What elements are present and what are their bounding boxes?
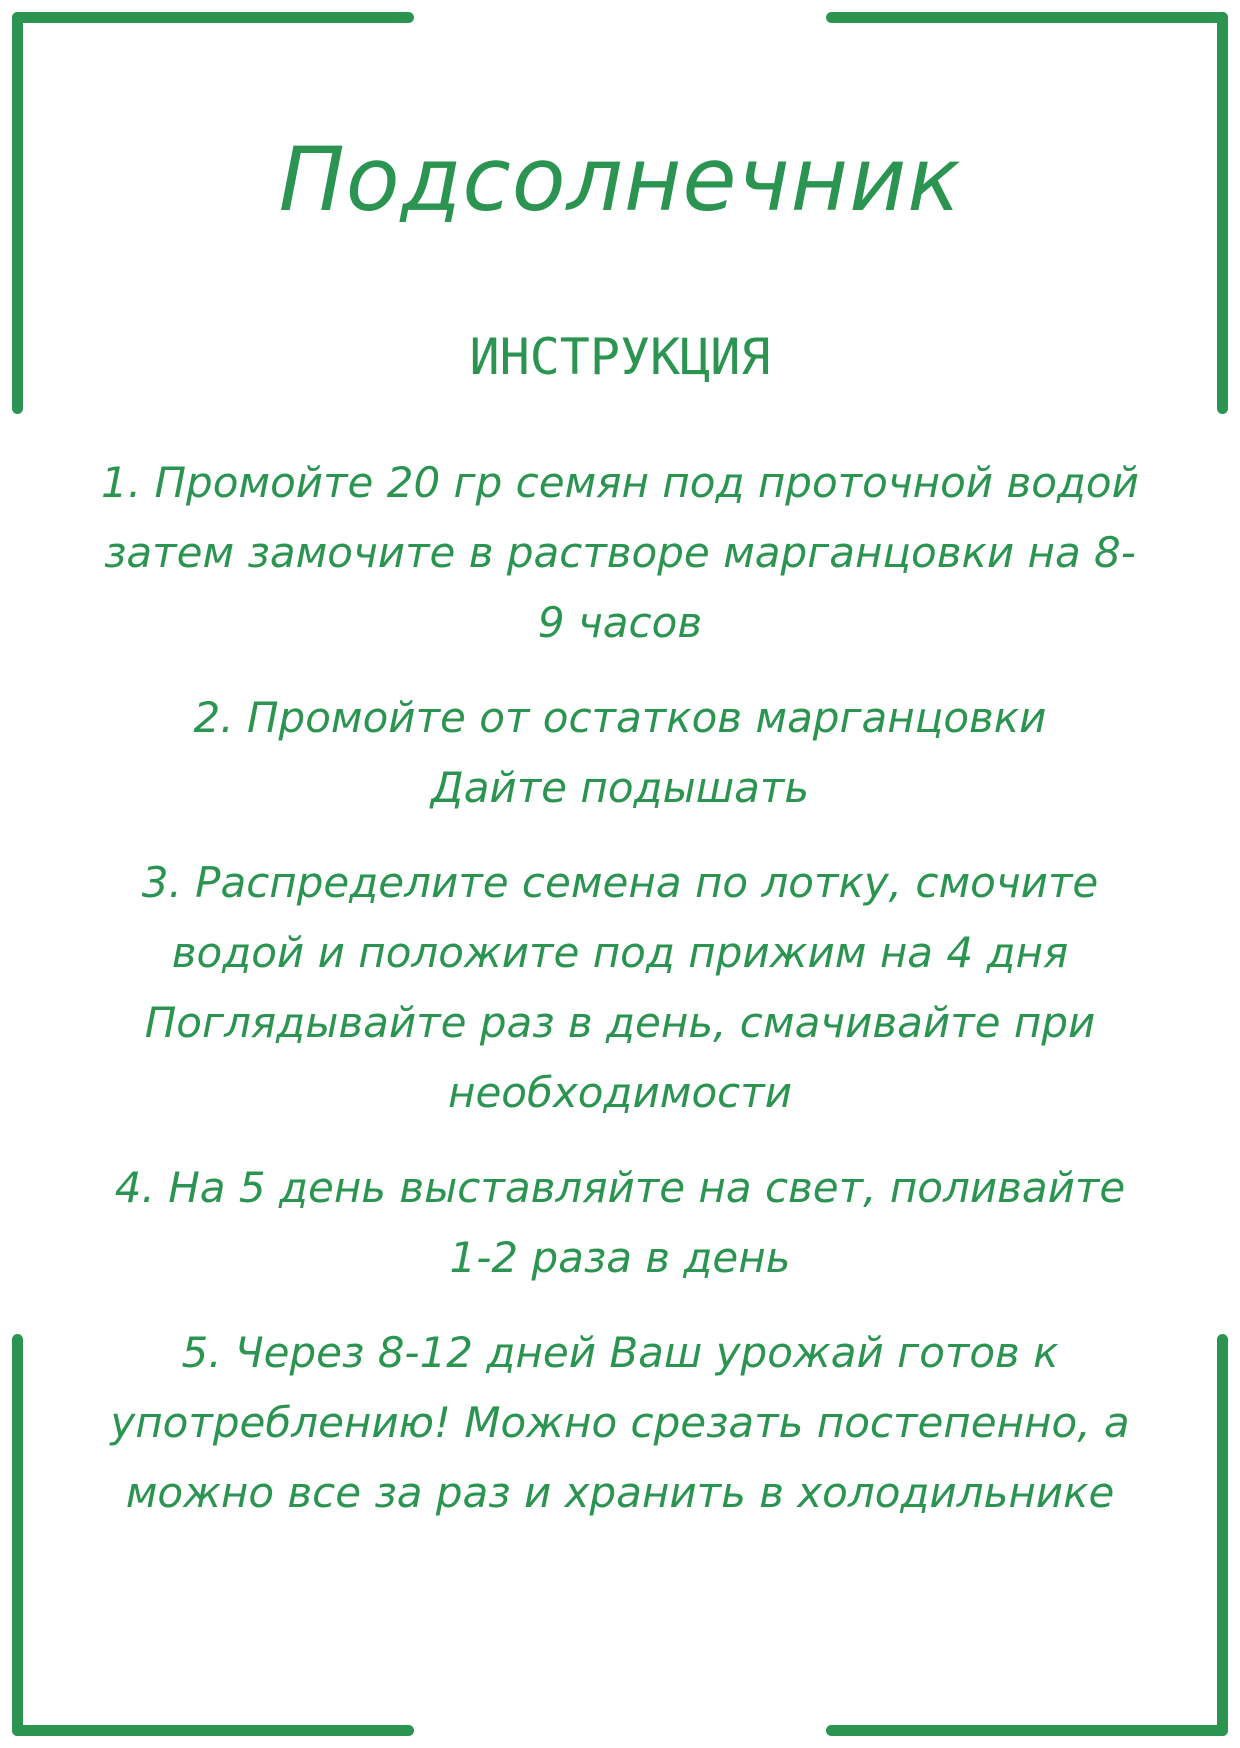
step-4-line-2: 1-2 раза в день [449, 1233, 791, 1282]
frame-corner-top-right-horizontal [826, 12, 1228, 23]
step-3 [40, 848, 1200, 1128]
frame-corner-top-left-vertical [12, 12, 23, 414]
frame-corner-top-right-vertical [1217, 12, 1228, 414]
step-4 [40, 1153, 1200, 1293]
step-3-line-4: необходимости [447, 1068, 793, 1117]
step-5 [40, 1318, 1200, 1528]
frame-corner-bottom-left-horizontal [12, 1725, 414, 1736]
steps-list [40, 448, 1200, 1553]
step-1-line-3: 9 часов [537, 598, 703, 647]
step-2-line-1: 2. Промойте от остатков марганцовки [193, 693, 1047, 742]
step-1-line-2: затем замочите в растворе марганцовки на 8- [104, 528, 1136, 577]
step-1 [40, 448, 1200, 658]
step-3-line-1: 3. Распределите семена по лотку, смочите [141, 858, 1099, 907]
step-2-line-2: Дайте подышать [430, 763, 810, 812]
step-1-line-1: 1. Промойте 20 гр семян под проточной водой [101, 458, 1139, 507]
step-5-line-2: употреблению! Можно срезать постепенно, а [110, 1398, 1130, 1447]
frame-corner-bottom-right-horizontal [826, 1725, 1228, 1736]
frame-corner-top-left-horizontal [12, 12, 414, 23]
frame-corner-bottom-left-vertical [12, 1334, 23, 1736]
step-2 [40, 683, 1200, 823]
step-3-line-3: Поглядывайте раз в день, смачивайте при [144, 998, 1096, 1047]
frame-corner-bottom-right-vertical [1217, 1334, 1228, 1736]
step-4-line-1: 4. На 5 день выставляйте на свет, поливайте [114, 1163, 1126, 1212]
page-title: Подсолнечник [278, 128, 962, 231]
page-subtitle: ИНСТРУКЦИЯ [469, 328, 771, 386]
step-5-line-1: 5. Через 8-12 дней Ваш урожай готов к [181, 1328, 1059, 1377]
step-5-line-3: можно все за раз и хранить в холодильнике [125, 1468, 1115, 1517]
step-3-line-2: водой и положите под прижим на 4 дня [171, 928, 1069, 977]
